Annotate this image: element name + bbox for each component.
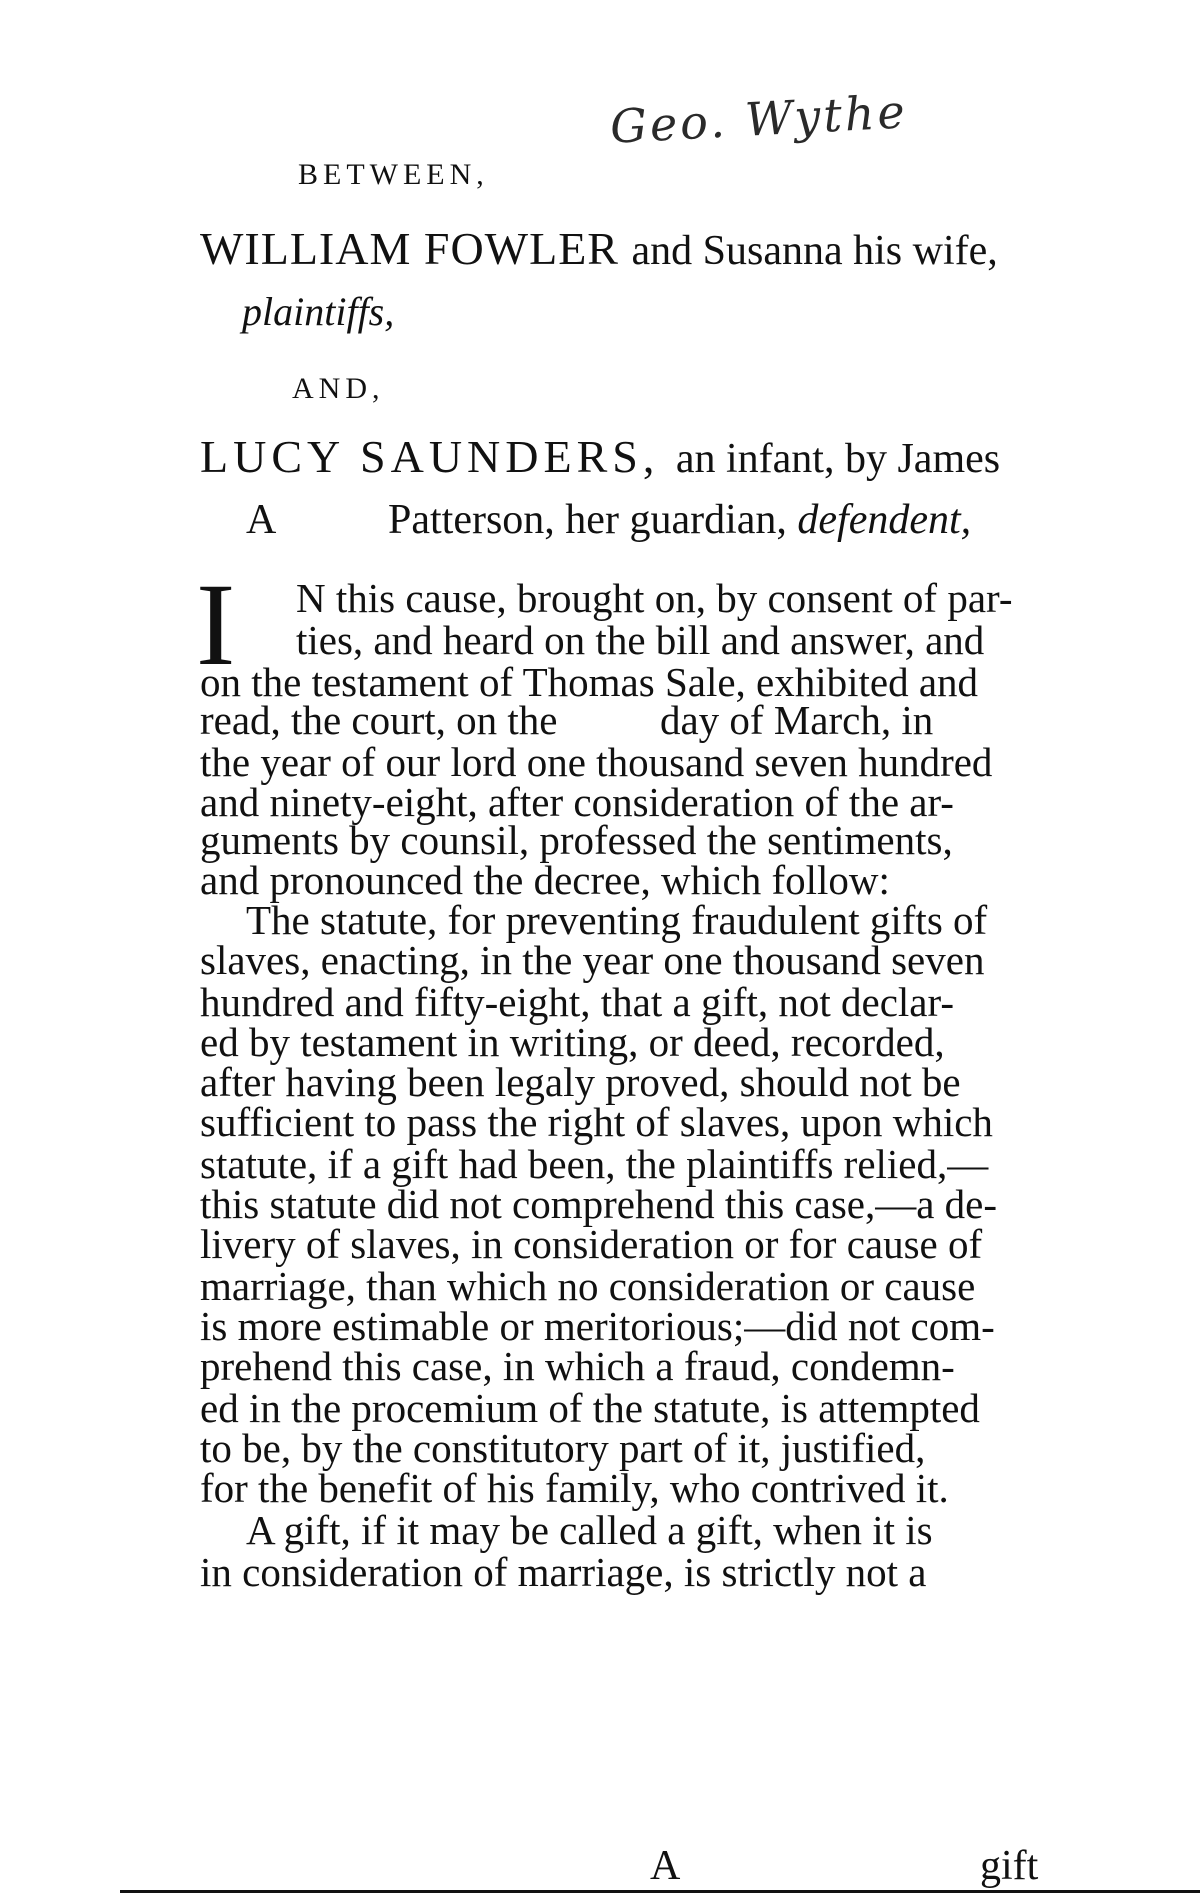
handwritten-signature: Geo. Wythe xyxy=(608,84,909,154)
body-line: livery of slaves, in consideration or for cause of xyxy=(200,1221,983,1267)
defendant-name: LUCY SAUNDERS, xyxy=(200,431,660,482)
body-line: hundred and fifty-eight, that a gift, not declar- xyxy=(200,979,954,1025)
plaintiff-line xyxy=(200,222,998,275)
bottom-rule xyxy=(120,1890,1200,1893)
body-line: read, the court, on the day of March, in xyxy=(200,697,934,743)
body-line: is more estimable or meritorious;—did not com- xyxy=(200,1303,995,1349)
defendant-rest: an infant, by James xyxy=(675,436,1001,482)
body-line: and ninety-eight, after consideration of the ar- xyxy=(200,779,954,825)
body-line: ed in the procemium of the statute, is attempted xyxy=(200,1385,980,1431)
body-line: guments by counsil, professed the sentiments, xyxy=(200,817,953,863)
defendant-continuation xyxy=(388,496,971,544)
catchword: gift xyxy=(980,1843,1039,1889)
body-line: statute, if a gift had been, the plaintiffs relied,— xyxy=(200,1141,989,1187)
body-line: The statute, for preventing fraudulent gifts of xyxy=(246,897,988,943)
and-heading: AND, xyxy=(292,372,385,405)
body-line: after having been legaly proved, should not be xyxy=(200,1059,961,1105)
body-line: this statute did not comprehend this case,—a de- xyxy=(200,1181,998,1227)
body-line: for the benefit of his family, who contrived it. xyxy=(200,1465,949,1511)
plaintiff-rest: and Susanna his wife, xyxy=(631,228,998,274)
body-line: to be, by the constitutory part of it, justified, xyxy=(200,1425,926,1471)
signature-mark-bottom: A xyxy=(650,1843,681,1889)
body-line: the year of our lord one thousand seven hundred xyxy=(200,739,993,785)
plaintiffs-label: plaintiffs, xyxy=(242,289,395,334)
between-heading: BETWEEN, xyxy=(298,158,489,191)
defendant-line xyxy=(200,430,1000,483)
body-line: prehend this case, in which a fraud, condemn- xyxy=(200,1343,955,1389)
body-line: in consideration of marriage, is strictly not a xyxy=(200,1549,927,1595)
signature-mark-top: A xyxy=(246,497,277,543)
defendant-label: defendent, xyxy=(797,497,972,543)
body-line: and pronounced the decree, which follow: xyxy=(200,857,890,903)
body-line: ties, and heard on the bill and answer, and xyxy=(296,617,985,663)
defendant-guardian-text: Patterson, her guardian, xyxy=(388,497,787,543)
drop-cap: I xyxy=(196,559,236,690)
body-line: A gift, if it may be called a gift, when it is xyxy=(246,1507,933,1553)
body-line: marriage, than which no consideration or cause xyxy=(200,1263,976,1309)
body-line: sufficient to pass the right of slaves, upon which xyxy=(200,1099,993,1145)
body-line: N this cause, brought on, by consent of par- xyxy=(296,575,1013,621)
body-line: ed by testament in writing, or deed, recorded, xyxy=(200,1019,945,1065)
body-line: slaves, enacting, in the year one thousand seven xyxy=(200,937,985,983)
body-line: on the testament of Thomas Sale, exhibited and xyxy=(200,659,979,705)
plaintiff-name: WILLIAM FOWLER xyxy=(200,223,619,274)
